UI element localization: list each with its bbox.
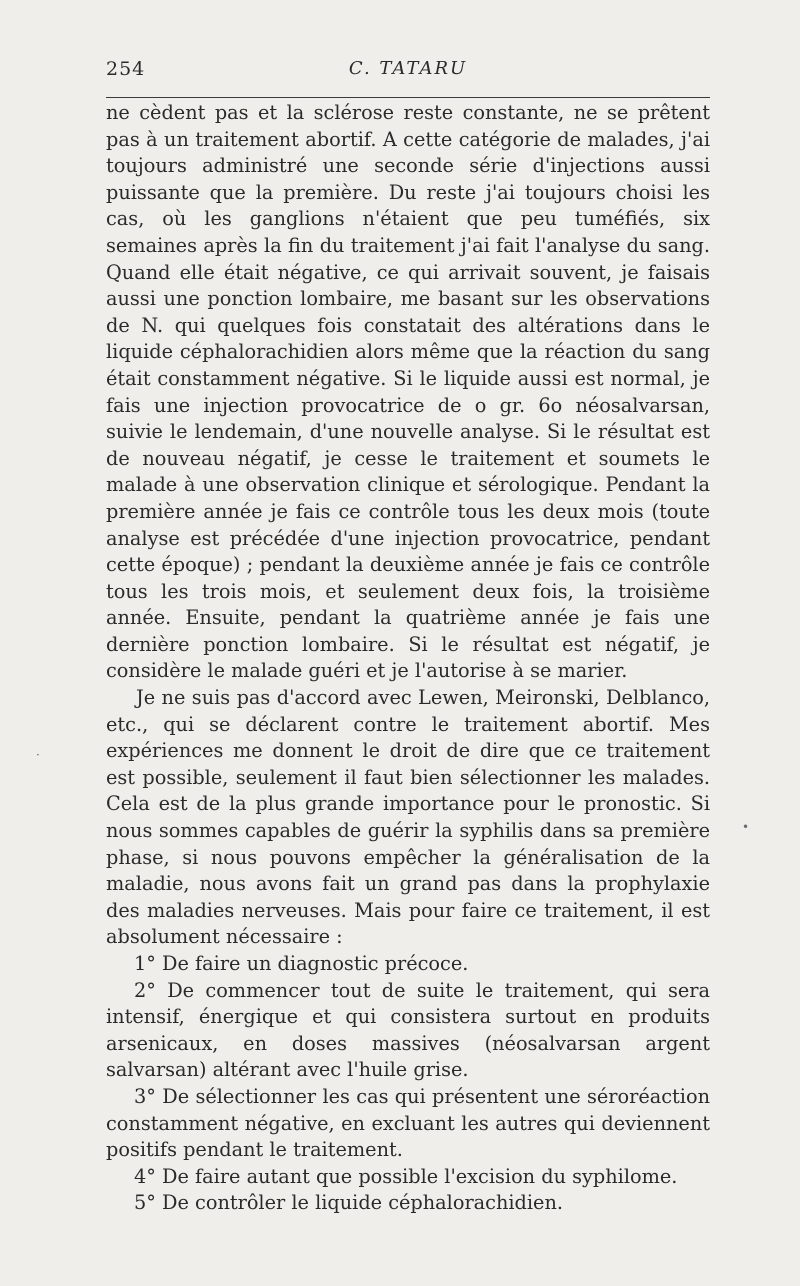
list-item-4: 4° De faire autant que possible l'excision du syphilome.	[134, 1164, 678, 1188]
list-item-1: 1° De faire un diagnostic précoce.	[134, 952, 469, 975]
page-header	[106, 58, 710, 84]
paragraph-abortive-treatment: Je ne suis pas d'accord avec Lewen, Meironski, Delblanco, etc., qui se déclarent contre le traitement abortif. Mes expériences me donnent le droit de dire que ce traitement est possible, seulement il faut bien sélectionner les malades. Cela est de la plus grande importance pour le pronostic. Si nous sommes capables de guérir la syphilis dans sa première phase, si nous pouvons empêcher la généralisation de la maladie, nous avons fait un grand pas dans la prophylaxie des maladies nerveuses. Mais pour faire ce traitement, il est absolument nécessaire :	[106, 686, 710, 949]
running-head: C. TATARU	[348, 58, 468, 79]
stray-mark: •	[742, 820, 750, 834]
list-item-5: 5° De contrôler le liquide céphalorachidien.	[134, 1191, 564, 1215]
stray-mark: ·	[36, 748, 40, 762]
list-item-2: 2° De commencer tout de suite le traitement, qui sera intensif, énergique et qui consistera surtout en produits arsenicaux, en doses massives (néosalvarsan argent salvarsan) altérant avec l'huile grise.	[106, 978, 710, 1082]
header-rule	[106, 97, 710, 98]
page-number: 254	[106, 58, 146, 80]
body-text	[106, 100, 710, 1217]
paragraph-continuation: ne cèdent pas et la sclérose reste constante, ne se prêtent pas à un traitement abortif. A cette catégorie de malades, j'ai toujours administré une seconde série d'injections aussi puissante que la première. Du reste j'ai toujours choisi les cas, où les ganglions n'étaient que peu tuméfiés, six semaines après la fin du traitement j'ai fait l'analyse du sang. Quand elle était négative, ce qui arrivait souvent, je faisais aussi une ponction lombaire, me basant sur les observations de N. qui quelques fois constatait des altérations dans le liquide céphalorachidien alors même que la réaction du sang était constamment négative. Si le liquide aussi est normal, je fais une injection provocatrice de o gr. 6o néosalvarsan, suivie le lendemain, d'une nouvelle analyse. Si le résultat est de nouveau négatif, je cesse le traitement et soumets le malade à une observation clinique et sérologique. Pendant la première année je fais ce contrôle tous les deux mois (toute analyse est précédée d'une injection provocatrice, pendant cette époque) ; pendant la deuxième année je fais ce contrôle tous les trois mois, et seulement deux fois, la troisième année. Ensuite, pendant la quatrième année je fais une dernière ponction lombaire. Si le résultat est négatif, je considère le malade guéri et je l'autorise à se marier.	[106, 101, 710, 683]
list-item-3: 3° De sélectionner les cas qui présentent une séroréaction constamment négative, en excluant les autres qui deviennent positifs pendant le traitement.	[106, 1084, 710, 1162]
